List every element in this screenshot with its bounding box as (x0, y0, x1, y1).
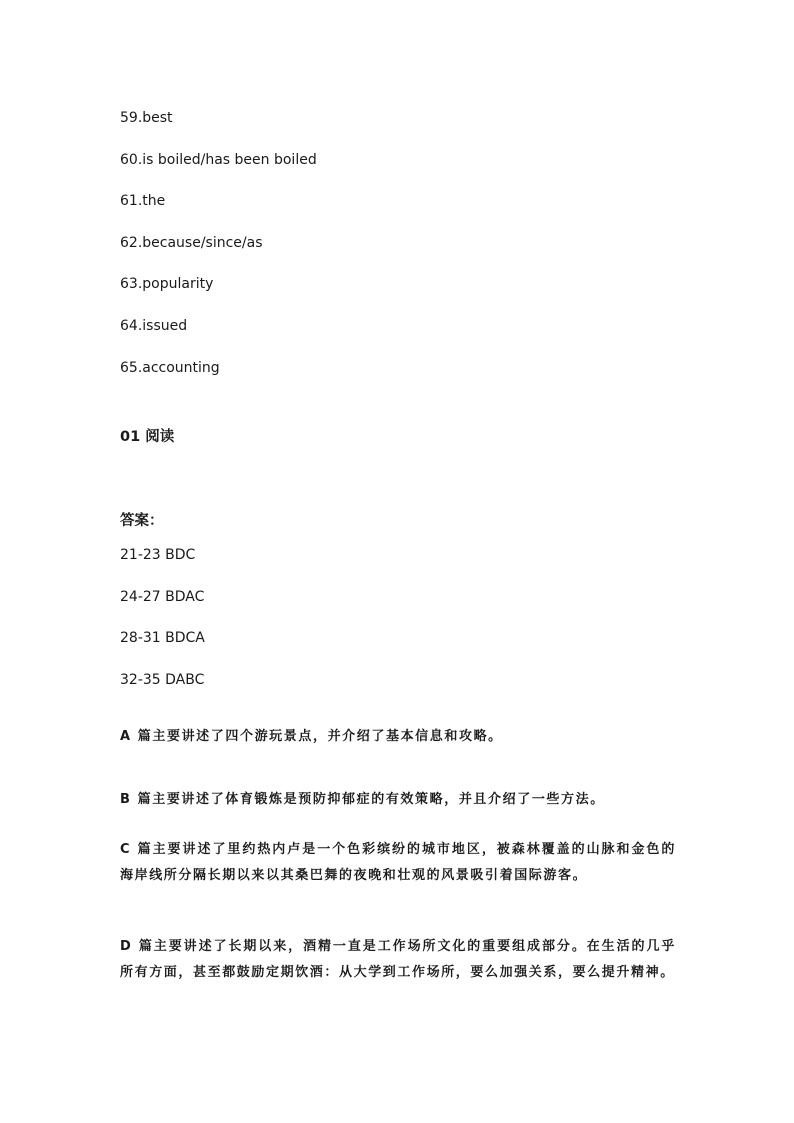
answer-line: 62.because/since/as (120, 235, 263, 251)
reading-answer-line: 24-27 BDAC (120, 589, 205, 605)
reading-answer-line: 32-35 DABC (120, 672, 205, 688)
answer-label: 答案： (120, 513, 164, 529)
answer-line: 64.issued (120, 318, 188, 334)
summary-c: C 篇主要讲述了里约热内卢是一个色彩缤纷的城市地区，被森林覆盖的山脉和金色的海岸线所分隔长期以来以其桑巴舞的夜晚和壮观的风景吸引着国际游客。 (120, 842, 676, 883)
section-title: 01 阅读 (120, 429, 175, 445)
summary-d: D 篇主要讲述了长期以来，酒精一直是工作场所文化的重要组成部分。在生活的几乎所有方面，甚至都鼓励定期饮酒：从大学到工作场所，要么加强关系，要么提升精神。 (120, 939, 676, 980)
summary-a: A 篇主要讲述了四个游玩景点，并介绍了基本信息和攻略。 (120, 729, 503, 744)
reading-answer-line: 21-23 BDC (120, 547, 196, 563)
answer-line: 61.the (120, 193, 166, 209)
summary-b: B 篇主要讲述了体育锻炼是预防抑郁症的有效策略，并且介绍了一些方法。 (120, 792, 605, 807)
answer-line: 63.popularity (120, 276, 214, 292)
answer-line: 65.accounting (120, 360, 220, 376)
answer-line: 59.best (120, 110, 173, 126)
reading-answer-line: 28-31 BDCA (120, 630, 205, 646)
answer-line: 60.is boiled/has been boiled (120, 152, 317, 168)
